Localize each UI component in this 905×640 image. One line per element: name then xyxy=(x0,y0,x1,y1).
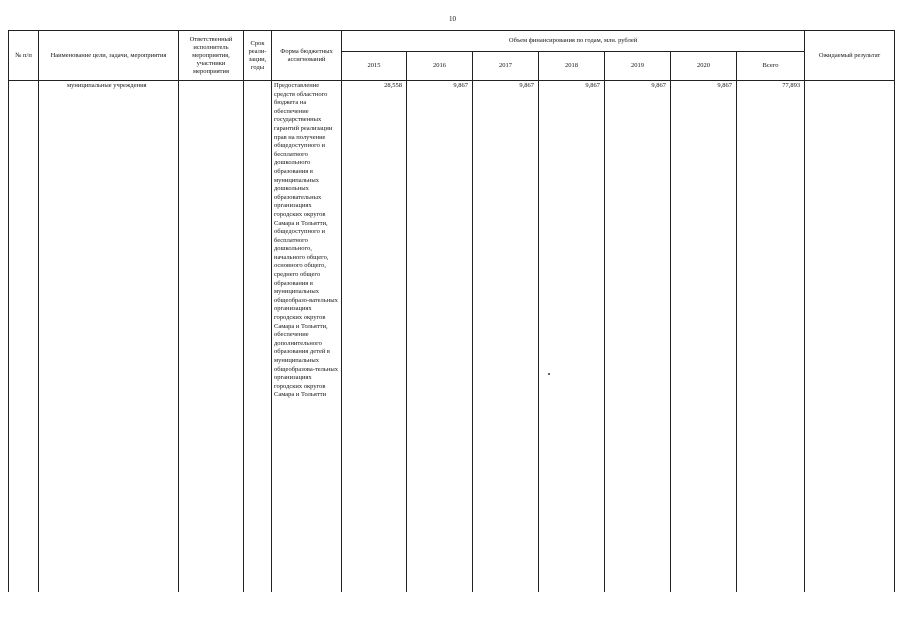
header-executor: Ответственный исполнитель мероприятия, участники мероприятия xyxy=(179,31,244,81)
header-funding-group: Объем финансирования по годам, млн. рублей xyxy=(342,31,805,52)
cell-form: Предоставление средств областного бюджета на обеспечение государственных гарантий реализации прав на получение общедоступного и бесплатного дошкольного образования в муниципальных дошкольных образовательных организациях городских округов Самара и Тольятти, общедоступного и бесплатного дошкольного, начального общего, основного общего, среднего общего образования в муниципальных общеобразо-вательных организациях городских округов Самара и Тольятти, обеспечение дополнительного образования детей в муниципальных общеобразова-тельных организациях городских округов Самара и Тольятти xyxy=(272,81,342,593)
cell-value-2019: 9,867 xyxy=(605,81,671,593)
cell-value-2017: 9,867 xyxy=(473,81,539,593)
page-number: 10 xyxy=(449,15,456,23)
header-total: Всего xyxy=(737,52,805,81)
header-year-2018: 2018 xyxy=(539,52,605,81)
cell-name: муниципальные учреждения xyxy=(39,81,179,593)
cell-value-2020: 9,867 xyxy=(671,81,737,593)
header-name: Наименование цели, задачи, мероприятия xyxy=(39,31,179,81)
cell-result xyxy=(805,81,895,593)
header-row-1 xyxy=(9,31,895,52)
header-period: Срок реали-зации, годы xyxy=(244,31,272,81)
header-year-2016: 2016 xyxy=(407,52,473,81)
funding-table xyxy=(8,30,895,592)
cell-value-2015: 28,558 xyxy=(342,81,407,593)
header-year-2017: 2017 xyxy=(473,52,539,81)
table-row xyxy=(9,81,895,593)
cell-num xyxy=(9,81,39,593)
cell-value-2016: 9,867 xyxy=(407,81,473,593)
cell-value-2018: 9,867 xyxy=(539,81,605,593)
header-year-2020: 2020 xyxy=(671,52,737,81)
header-year-2019: 2019 xyxy=(605,52,671,81)
scan-speck xyxy=(548,373,550,375)
header-form: Форма бюджетных ассигнований xyxy=(272,31,342,81)
header-year-2015: 2015 xyxy=(342,52,407,81)
cell-executor xyxy=(179,81,244,593)
cell-value-total: 77,893 xyxy=(737,81,805,593)
header-num: № п/п xyxy=(9,31,39,81)
cell-period xyxy=(244,81,272,593)
header-result: Ожидаемый результат xyxy=(805,31,895,81)
